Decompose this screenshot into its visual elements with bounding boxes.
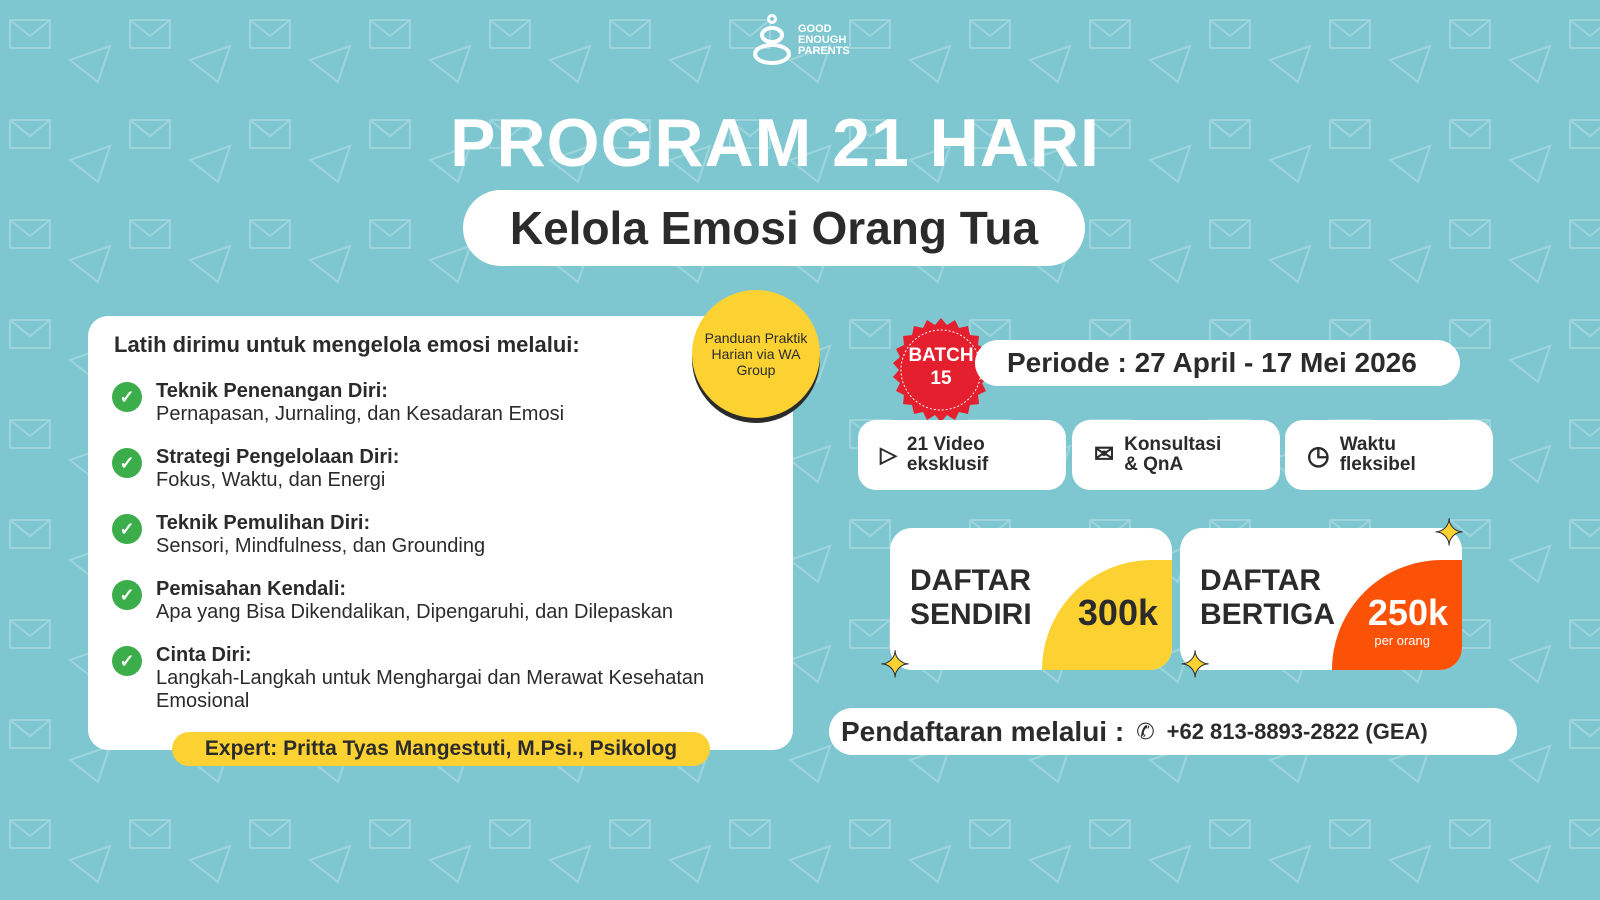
- list-item: [112, 380, 564, 426]
- whatsapp-icon: ✆: [1136, 718, 1155, 744]
- clock-icon: ◷: [1307, 440, 1330, 470]
- logo-icon: [752, 14, 792, 66]
- item-desc: Sensori, Mindfulness, dan Grounding: [156, 535, 486, 557]
- sparkle-icon: ✦: [1180, 644, 1211, 685]
- periode-text: Periode : 27 April - 17 Mei 2026: [1007, 347, 1417, 378]
- envelope-icon: ✉: [1094, 441, 1115, 468]
- list-item: [112, 578, 673, 624]
- registration-pill: [829, 708, 1517, 755]
- price-value: 250k: [1367, 592, 1448, 633]
- item-title: Cinta Diri:: [156, 644, 252, 666]
- page-title: PROGRAM 21 HARI: [450, 105, 1100, 181]
- sparkle-icon: ✦: [880, 644, 911, 685]
- item-title: Teknik Penenangan Diri:: [156, 380, 388, 402]
- feature-time: [1285, 420, 1493, 490]
- price-label: BERTIGA: [1200, 598, 1335, 631]
- periode-pill: [975, 340, 1460, 386]
- item-desc: Fokus, Waktu, dan Energi: [156, 469, 386, 491]
- feature-label: Waktu fleksibel: [1339, 434, 1416, 475]
- check-icon: ✓: [112, 514, 142, 544]
- item-desc: Pernapasan, Jurnaling, dan Kesadaran Emosi: [156, 403, 565, 425]
- item-desc: Langkah-Langkah untuk Menghargai dan Merawat Kesehatan Emosional: [156, 667, 705, 712]
- wa-group-badge: [692, 290, 820, 418]
- item-title: Pemisahan Kendali:: [156, 578, 347, 600]
- batch-text: BATCH: [908, 345, 974, 366]
- list-item: [112, 446, 399, 492]
- price-label: DAFTAR: [910, 564, 1032, 597]
- topics-heading: Latih dirimu untuk mengelola emosi melalui:: [114, 332, 580, 357]
- feature-label: Konsultasi & QnA: [1124, 434, 1222, 475]
- video-icon: ▷: [880, 442, 897, 467]
- logo-text: GOOD: [798, 22, 832, 35]
- price-label: SENDIRI: [910, 598, 1032, 631]
- check-icon: ✓: [112, 382, 142, 412]
- badge-text: Panduan Praktik Harian via WA Group: [704, 330, 808, 378]
- feature-video: [858, 420, 1066, 490]
- batch-number: 15: [930, 368, 952, 389]
- expert-pill: Expert: Pritta Tyas Mangestuti, M.Psi., Psikolog: [172, 732, 710, 766]
- sparkle-icon: ✦: [1434, 512, 1465, 553]
- registration-phone[interactable]: +62 813-8893-2822 (GEA): [1166, 718, 1428, 744]
- feature-consult: [1072, 420, 1280, 490]
- list-item: [112, 512, 485, 558]
- check-icon: ✓: [112, 448, 142, 478]
- check-icon: ✓: [112, 646, 142, 676]
- item-title: Teknik Pemulihan Diri:: [156, 512, 371, 534]
- check-icon: ✓: [112, 580, 142, 610]
- price-label: DAFTAR: [1200, 564, 1322, 597]
- price-note: per orang: [1374, 633, 1430, 648]
- price-card-single: [890, 528, 1172, 670]
- price-value: 300k: [1077, 592, 1158, 633]
- feature-label: 21 Video eksklusif: [906, 434, 989, 475]
- item-desc: Apa yang Bisa Dikendalikan, Dipengaruhi, dan Dilepaskan: [156, 601, 673, 623]
- item-title: Strategi Pengelolaan Diri:: [156, 446, 400, 468]
- logo-text: PARENTS: [798, 44, 850, 57]
- list-item: [112, 644, 716, 713]
- logo: [752, 14, 850, 66]
- registration-label: Pendaftaran melalui :: [841, 715, 1125, 747]
- subtitle-pill: Kelola Emosi Orang Tua: [463, 190, 1085, 266]
- price-card-group: [1180, 528, 1462, 670]
- logo-text: ENOUGH: [798, 33, 847, 46]
